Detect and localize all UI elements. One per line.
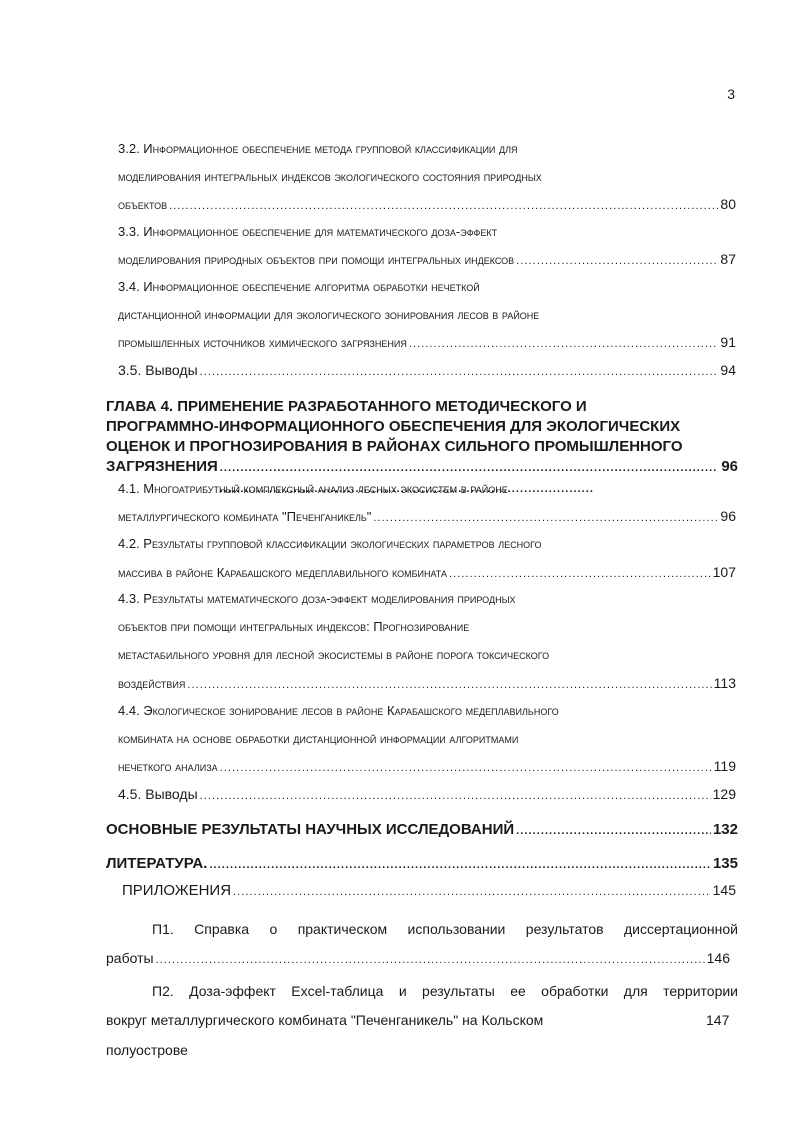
toc-literature-page: 135 (712, 855, 738, 872)
toc-p1-line1: П1. Справка о практическом использовании результатов диссертационной (152, 921, 738, 937)
toc-p2-line1: П2. Доза-эффект Excel-таблица и результаты ее обработки для территории (152, 983, 738, 999)
page-number: 3 (727, 86, 735, 102)
toc-3-2-line1: 3.2. Информационное обеспечение метода групповой классификации для (118, 141, 518, 156)
dot-leader (516, 251, 718, 269)
toc-p1-page: 146 (706, 950, 730, 966)
toc-entry-3-4[interactable] (118, 334, 736, 352)
toc-3-3-line2: моделирования природных объектов при помощи интегральных индексов (118, 252, 515, 267)
dot-leader (200, 362, 719, 380)
toc-entry-4-5[interactable] (118, 786, 736, 804)
toc-4-1-line2: металлургического комбината "Печенганикель" (118, 509, 372, 524)
toc-4-5-label: 4.5. Выводы (118, 786, 198, 802)
toc-4-2-page: 107 (712, 564, 736, 580)
toc-4-4-line2: комбината на основе обработки дистанционной информации алгоритмами (118, 731, 519, 746)
dot-leader (373, 508, 718, 526)
toc-p2-line2: вокруг металлургического комбината "Печенганикель" на Кольском (106, 1012, 544, 1028)
toc-ch4-line4: ЗАГРЯЗНЕНИЯ (106, 458, 218, 475)
toc-3-2-line3: объектов (118, 197, 168, 212)
toc-literature[interactable] (106, 855, 738, 872)
toc-4-3-line3: метастабильного уровня для лесной экосистемы в районе порога токсического (118, 647, 550, 662)
toc-4-4-page: 119 (713, 758, 736, 774)
dot-leader (220, 758, 712, 776)
dot-leader (409, 334, 719, 352)
dot-leader (169, 196, 718, 214)
toc-3-4-page: 91 (720, 334, 736, 350)
toc-results-label: ОСНОВНЫЕ РЕЗУЛЬТАТЫ НАУЧНЫХ ИССЛЕДОВАНИЙ (106, 821, 515, 838)
toc-ch4-line3: ОЦЕНОК И ПРОГНОЗИРОВАНИЯ В РАЙОНАХ СИЛЬНОГО ПРОМЫШЛЕННОГО (106, 438, 683, 455)
dot-leader (200, 786, 711, 804)
toc-3-2-line2: моделирования интегральных индексов экологического состояния природных (118, 169, 542, 184)
toc-4-4-line3: нечеткого анализа (118, 759, 218, 774)
toc-p2-line3: полуострове (106, 1042, 188, 1058)
toc-p1-line2: работы (106, 950, 154, 966)
toc-4-3-line2: объектов при помощи интегральных индексов: Прогнозирование (118, 619, 470, 634)
toc-appendix-page: 145 (712, 882, 736, 898)
dot-leader (156, 950, 705, 968)
toc-3-4-line3: промышленных источников химического загрязнения (118, 335, 407, 350)
toc-4-3-line1: 4.3. Результаты математического доза-эффект моделирования природных (118, 591, 516, 606)
toc-ch4-line2: ПРОГРАММНО-ИНФОРМАЦИОННОГО ОБЕСПЕЧЕНИЯ ДЛЯ ЭКОЛОГИЧЕСКИХ (106, 418, 681, 435)
toc-results-page: 132 (712, 821, 738, 838)
toc-4-3-page: 113 (713, 675, 736, 691)
toc-appendix[interactable] (122, 882, 736, 900)
toc-entry-3-2[interactable] (118, 196, 736, 214)
dot-leader (233, 882, 711, 900)
toc-4-5-page: 129 (712, 786, 736, 802)
toc-ch4-page: 96 (721, 458, 738, 475)
toc-3-5-label: 3.5. Выводы (118, 362, 198, 378)
toc-4-3-line4: воздействия (118, 676, 186, 691)
toc-literature-label: ЛИТЕРАТУРА. (106, 855, 208, 872)
toc-entry-3-3[interactable] (118, 251, 736, 269)
toc-4-1-page: 96 (720, 508, 736, 524)
toc-3-3-page: 87 (720, 251, 736, 267)
toc-3-5-page: 94 (720, 362, 736, 378)
toc-4-2-line1: 4.2. Результаты групповой классификации экологических параметров лесного (118, 536, 542, 551)
dot-leader (187, 675, 711, 693)
toc-results[interactable] (106, 821, 738, 838)
toc-entry-4-4[interactable] (118, 758, 736, 776)
toc-appendix-label: ПРИЛОЖЕНИЯ (122, 882, 232, 899)
dot-leader (449, 564, 711, 582)
toc-entry-4-2[interactable] (118, 564, 736, 582)
toc-ch4-line1: ГЛАВА 4. ПРИМЕНЕНИЕ РАЗРАБОТАННОГО МЕТОДИЧЕСКОГО И (106, 398, 587, 415)
toc-entry-3-5[interactable] (118, 362, 736, 380)
dot-leader (209, 855, 711, 872)
dot-leader (516, 821, 711, 838)
toc-3-2-page: 80 (720, 196, 736, 212)
toc-4-4-line1: 4.4. Экологическое зонирование лесов в районе Карабашского медеплавильного (118, 703, 559, 718)
toc-entry-p1[interactable] (106, 950, 730, 968)
toc-3-4-line1: 3.4. Информационное обеспечение алгоритма обработки нечеткой (118, 279, 480, 294)
toc-3-3-line1: 3.3. Информационное обеспечение для математического доза-эффект (118, 224, 498, 239)
toc-4-2-line2: массива в районе Карабашского медеплавильного комбината (118, 565, 448, 580)
toc-p2-page: 147 (706, 1012, 730, 1028)
toc-entry-4-3[interactable] (118, 675, 736, 693)
toc-3-4-line2: дистанционной информации для экологического зонирования лесов в районе (118, 307, 540, 322)
toc-4-1-line1: 4.1. Многоатрибутный комплексный анализ лесных экосистем в районе (118, 481, 508, 496)
toc-entry-4-1[interactable] (118, 508, 736, 526)
